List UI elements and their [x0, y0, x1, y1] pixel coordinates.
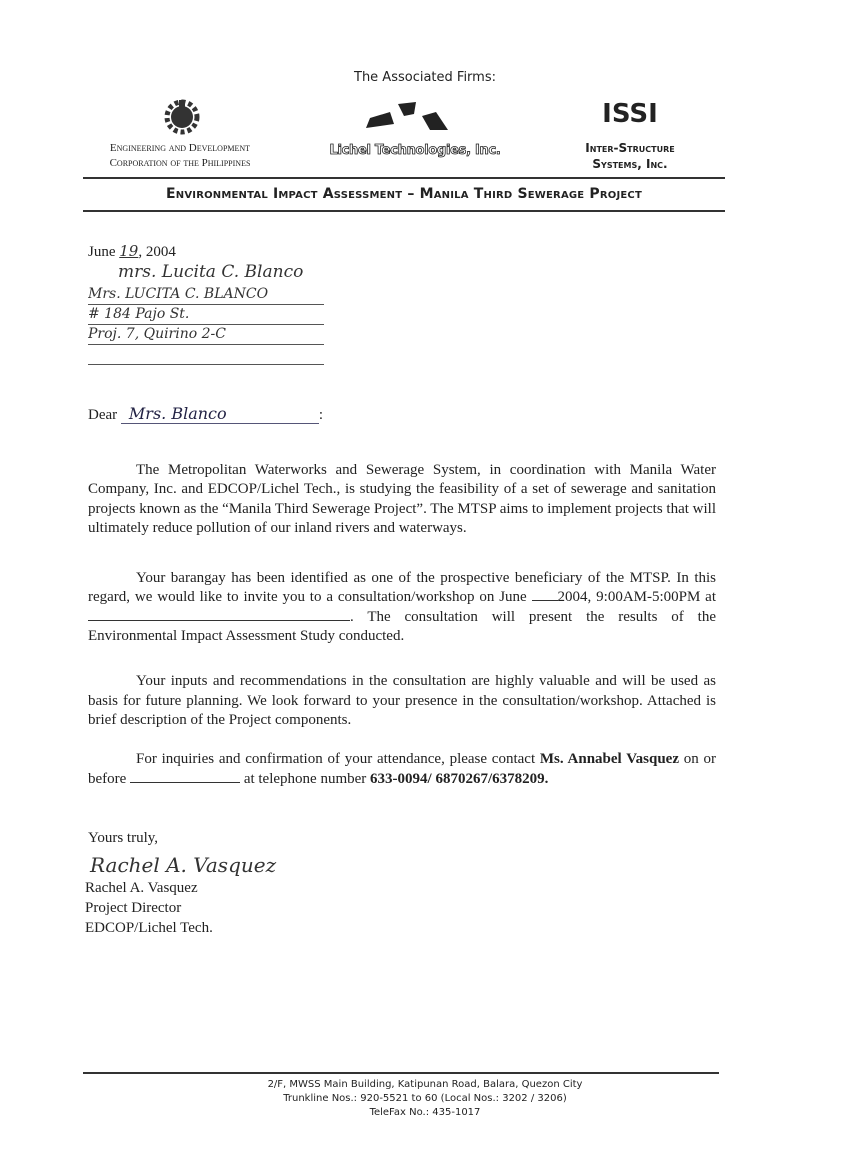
salutation [88, 404, 323, 424]
signer-org: EDCOP/Lichel Tech. [85, 920, 213, 937]
salutation-colon: : [318, 407, 324, 423]
paragraph-4 [88, 750, 716, 789]
issi-line2: Systems, Inc. [592, 157, 668, 171]
date-prefix: June [88, 244, 120, 260]
address-line-1: Mrs. LUCITA C. BLANCO [88, 285, 324, 305]
issi-logo: ISSI [602, 99, 658, 129]
p2-text-c: . The consultation will present the results of the Environmental Impact Assessment Study conducted. [88, 608, 716, 645]
letter-body [85, 461, 717, 938]
signature-block [85, 878, 716, 938]
lichel-name: Lichel Technologies, Inc. [329, 143, 501, 158]
associated-firms-label: The Associated Firms: [354, 70, 496, 85]
footer-telefax: TeleFax No.: 435-1017 [369, 1107, 481, 1118]
signer-title: Project Director [85, 900, 182, 917]
footer [0, 1078, 850, 1120]
recipient-handwritten-signature: mrs. Lucita C. Blanco [118, 262, 304, 282]
issi-name [560, 140, 700, 172]
header-rule-bottom [83, 210, 725, 212]
letter-date [88, 242, 176, 261]
paragraph-1-text: The Metropolitan Waterworks and Sewerage System, in coordination with Manila Water Company, Inc. and EDCOP/Lichel Tech., is studying the feasibility of a set of sewerage and sanitation projects known as the “Manila Third Sewerage Project”. The MTSP aims to implement projects that will ultimately reduce pollution of our inland rivers and waterways. [88, 462, 716, 536]
signer-name: Rachel A. Vasquez [85, 880, 198, 897]
address-line-3: Proj. 7, Quirino 2-C [88, 325, 324, 345]
p4-text-c: at telephone number [240, 770, 371, 787]
issi-line1: Inter-Structure [585, 141, 675, 155]
footer-rule [83, 1072, 719, 1074]
p4-text-b: on or before [88, 751, 716, 787]
closing: Yours truly, [88, 829, 159, 846]
p4-text-a: For inquiries and confirmation of your attendance, please contact [136, 751, 540, 768]
venue-blank [88, 608, 350, 621]
handwritten-signature: Rachel A. Vasquez [90, 853, 277, 878]
p2-text-a: Your barangay has been identified as one of the prospective beneficiary of the MTSP. In this regard, we would like to invite you to a consultation/workshop on June [88, 570, 716, 606]
paragraph-1 [88, 461, 716, 538]
paragraph-3 [88, 672, 716, 730]
deadline-blank [130, 770, 240, 783]
paragraph-3-text: Your inputs and recommendations in the consultation are highly valuable and will be used as basis for future planning. We look forward to your presence in the consultation/workshop. Attached is brief description of the Project components. [88, 673, 716, 728]
footer-trunkline: Trunkline Nos.: 920-5521 to 60 (Local Nos.: 3202 / 3206) [283, 1093, 567, 1104]
contact-name: Ms. Annabel Vasquez [539, 751, 679, 768]
footer-address: 2/F, MWSS Main Building, Katipunan Road, Balara, Quezon City [267, 1079, 583, 1090]
project-title: Environmental Impact Assessment – Manila Third Sewerage Project [166, 186, 642, 202]
paragraph-2 [88, 569, 716, 646]
salutation-word: Dear [88, 407, 118, 423]
date-day: 19 [119, 242, 139, 260]
salutation-name: Mrs. Blanco [121, 404, 319, 424]
workshop-date-blank [532, 588, 558, 601]
address-line-2: # 184 Pajo St. [88, 305, 324, 325]
edcop-logo-icon [162, 96, 202, 143]
edcop-line1: Engineering and Development [109, 142, 251, 154]
p2-text-b: 2004, 9:00AM-5:00PM at [557, 589, 717, 606]
address-line-4 [88, 345, 324, 365]
edcop-line2: Corporation of the Philippines [109, 157, 251, 169]
date-suffix: , 2004 [138, 244, 176, 260]
header-rule-top [83, 177, 725, 179]
edcop-name [80, 141, 280, 171]
lichel-logo-icon [364, 100, 450, 137]
contact-phone: 633-0094/ 6870267/6378209. [370, 770, 549, 787]
